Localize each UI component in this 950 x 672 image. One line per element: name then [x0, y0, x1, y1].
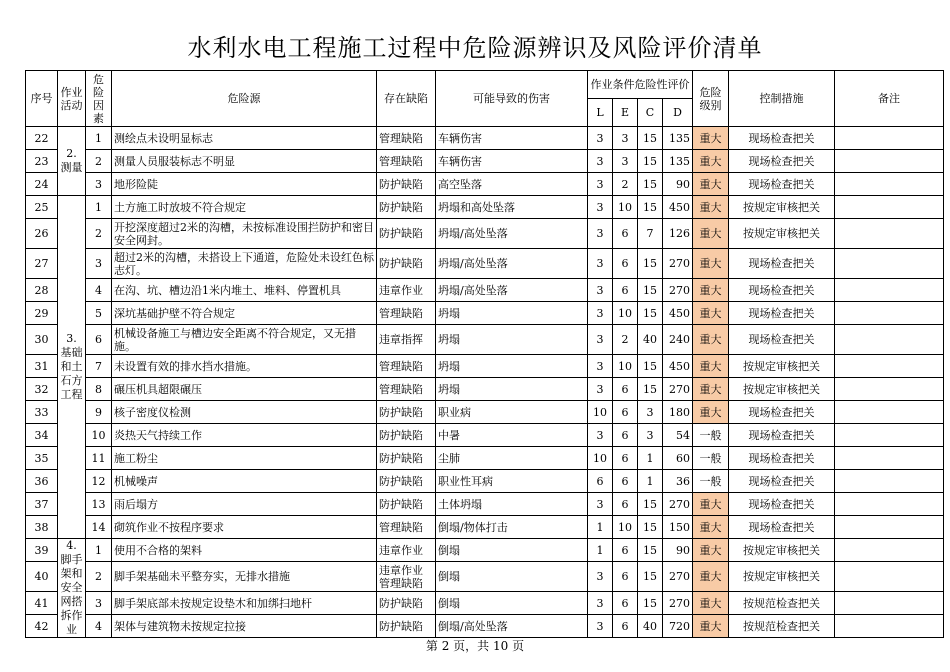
cell-harm: 尘肺: [436, 447, 588, 470]
cell-hazard: 雨后塌方: [112, 493, 377, 516]
cell-activity: 2. 测量: [58, 127, 86, 196]
cell-l: 6: [588, 470, 613, 493]
cell-d: 90: [663, 539, 693, 562]
cell-hazard: 碾压机具超限碾压: [112, 378, 377, 401]
cell-level: 重大: [693, 378, 729, 401]
cell-level: 重大: [693, 325, 729, 355]
cell-note: [835, 196, 944, 219]
cell-control: 现场检查把关: [729, 249, 835, 279]
cell-d: 60: [663, 447, 693, 470]
cell-seq: 40: [26, 562, 58, 592]
cell-seq: 29: [26, 302, 58, 325]
cell-seq: 24: [26, 173, 58, 196]
cell-factor: 9: [86, 401, 112, 424]
cell-note: [835, 615, 944, 638]
cell-e: 6: [613, 378, 638, 401]
cell-e: 10: [613, 196, 638, 219]
cell-control: 按规定审核把关: [729, 539, 835, 562]
cell-factor: 1: [86, 539, 112, 562]
cell-defect: 违章作业: [377, 279, 436, 302]
cell-control: 按规定审核把关: [729, 219, 835, 249]
cell-factor: 3: [86, 173, 112, 196]
cell-note: [835, 493, 944, 516]
cell-control: 现场检查把关: [729, 127, 835, 150]
cell-note: [835, 173, 944, 196]
cell-seq: 33: [26, 401, 58, 424]
cell-l: 10: [588, 401, 613, 424]
cell-hazard: 深坑基础护壁不符合规定: [112, 302, 377, 325]
header-e: E: [613, 99, 638, 127]
cell-l: 3: [588, 196, 613, 219]
table-row: [26, 279, 944, 302]
cell-c: 1: [638, 447, 663, 470]
cell-hazard: 超过2米的沟槽，未搭设上下通道，危险处未设红色标志灯。: [112, 249, 377, 279]
cell-factor: 2: [86, 150, 112, 173]
cell-factor: 6: [86, 325, 112, 355]
cell-c: 1: [638, 470, 663, 493]
table-row: [26, 325, 944, 355]
table-row: [26, 355, 944, 378]
cell-defect: 管理缺陷: [377, 150, 436, 173]
cell-seq: 34: [26, 424, 58, 447]
cell-control: 按规定审核把关: [729, 355, 835, 378]
cell-defect: 防护缺陷: [377, 173, 436, 196]
cell-e: 6: [613, 424, 638, 447]
cell-l: 1: [588, 539, 613, 562]
table-row: [26, 150, 944, 173]
header-activity: 作业活动: [58, 71, 86, 127]
table-row: [26, 127, 944, 150]
cell-seq: 32: [26, 378, 58, 401]
cell-c: 15: [638, 150, 663, 173]
cell-harm: 车辆伤害: [436, 127, 588, 150]
cell-note: [835, 150, 944, 173]
cell-activity: 4. 脚手 架和 安全 网搭 拆作 业: [58, 539, 86, 638]
cell-level: 重大: [693, 196, 729, 219]
cell-e: 6: [613, 219, 638, 249]
cell-d: 270: [663, 279, 693, 302]
cell-note: [835, 470, 944, 493]
table-row: [26, 562, 944, 592]
cell-e: 10: [613, 516, 638, 539]
cell-seq: 25: [26, 196, 58, 219]
cell-defect: 防护缺陷: [377, 615, 436, 638]
cell-e: 6: [613, 615, 638, 638]
cell-control: 按规定审核把关: [729, 378, 835, 401]
cell-hazard: 炎热天气持续工作: [112, 424, 377, 447]
table-row: [26, 516, 944, 539]
cell-control: 现场检查把关: [729, 279, 835, 302]
cell-defect: 违章作业 管理缺陷: [377, 562, 436, 592]
cell-factor: 4: [86, 615, 112, 638]
cell-level: 一般: [693, 447, 729, 470]
table-row: [26, 592, 944, 615]
cell-harm: 坍塌/高处坠落: [436, 219, 588, 249]
cell-factor: 1: [86, 196, 112, 219]
cell-control: 按规定审核把关: [729, 196, 835, 219]
cell-control: 现场检查把关: [729, 516, 835, 539]
cell-level: 重大: [693, 355, 729, 378]
cell-hazard: 使用不合格的架料: [112, 539, 377, 562]
cell-hazard: 在沟、坑、槽边沿1米内堆土、堆料、停置机具: [112, 279, 377, 302]
header-factor: 危险因素: [86, 71, 112, 127]
cell-activity: 3. 基础 和土 石方 工程: [58, 196, 86, 539]
header-defect: 存在缺陷: [377, 71, 436, 127]
header-hazard: 危险源: [112, 71, 377, 127]
header-note: 备注: [835, 71, 944, 127]
cell-c: 15: [638, 562, 663, 592]
cell-hazard: 机械设备施工与槽边安全距离不符合规定，又无措施。: [112, 325, 377, 355]
cell-harm: 高空坠落: [436, 173, 588, 196]
cell-l: 3: [588, 424, 613, 447]
cell-hazard: 未设置有效的排水挡水措施。: [112, 355, 377, 378]
cell-note: [835, 562, 944, 592]
cell-control: 现场检查把关: [729, 447, 835, 470]
cell-note: [835, 249, 944, 279]
cell-defect: 管理缺陷: [377, 378, 436, 401]
cell-hazard: 核子密度仪检测: [112, 401, 377, 424]
cell-seq: 23: [26, 150, 58, 173]
cell-c: 40: [638, 615, 663, 638]
hazard-table: [25, 70, 944, 638]
cell-note: [835, 127, 944, 150]
cell-l: 3: [588, 355, 613, 378]
cell-factor: 1: [86, 127, 112, 150]
cell-l: 3: [588, 173, 613, 196]
cell-c: 15: [638, 127, 663, 150]
cell-harm: 坍塌: [436, 302, 588, 325]
page-footer: 第 2 页，共 10 页: [425, 639, 525, 653]
cell-defect: 防护缺陷: [377, 470, 436, 493]
cell-l: 1: [588, 516, 613, 539]
cell-c: 15: [638, 592, 663, 615]
table-row: [26, 493, 944, 516]
cell-l: 3: [588, 279, 613, 302]
cell-c: 15: [638, 355, 663, 378]
header-control: 控制措施: [729, 71, 835, 127]
cell-harm: 车辆伤害: [436, 150, 588, 173]
cell-l: 3: [588, 493, 613, 516]
cell-harm: 职业病: [436, 401, 588, 424]
cell-level: 重大: [693, 249, 729, 279]
cell-l: 3: [588, 562, 613, 592]
table-row: [26, 401, 944, 424]
header-harm: 可能导致的伤害: [436, 71, 588, 127]
cell-l: 3: [588, 592, 613, 615]
header-seq: 序号: [26, 71, 58, 127]
cell-defect: 防护缺陷: [377, 249, 436, 279]
cell-factor: 8: [86, 378, 112, 401]
table-row: [26, 196, 944, 219]
cell-level: 重大: [693, 401, 729, 424]
cell-d: 150: [663, 516, 693, 539]
cell-d: 90: [663, 173, 693, 196]
cell-level: 重大: [693, 219, 729, 249]
cell-note: [835, 592, 944, 615]
cell-seq: 39: [26, 539, 58, 562]
cell-e: 3: [613, 150, 638, 173]
cell-defect: 管理缺陷: [377, 516, 436, 539]
header-eval-group: 作业条件危险性评价: [588, 71, 693, 99]
cell-level: 重大: [693, 150, 729, 173]
cell-harm: 倒塌: [436, 562, 588, 592]
cell-note: [835, 279, 944, 302]
cell-defect: 防护缺陷: [377, 219, 436, 249]
cell-d: 180: [663, 401, 693, 424]
cell-l: 3: [588, 127, 613, 150]
table-row: [26, 302, 944, 325]
cell-defect: 违章作业: [377, 539, 436, 562]
cell-seq: 41: [26, 592, 58, 615]
table-row: [26, 447, 944, 470]
cell-factor: 2: [86, 562, 112, 592]
cell-level: 重大: [693, 516, 729, 539]
cell-control: 现场检查把关: [729, 150, 835, 173]
cell-l: 3: [588, 150, 613, 173]
cell-defect: 防护缺陷: [377, 424, 436, 447]
cell-e: 6: [613, 470, 638, 493]
cell-harm: 中暑: [436, 424, 588, 447]
cell-factor: 5: [86, 302, 112, 325]
cell-e: 2: [613, 173, 638, 196]
cell-level: 重大: [693, 127, 729, 150]
cell-factor: 3: [86, 249, 112, 279]
cell-seq: 27: [26, 249, 58, 279]
header-level: 危险级别: [693, 71, 729, 127]
table-row: [26, 173, 944, 196]
cell-level: 重大: [693, 562, 729, 592]
table-row: [26, 424, 944, 447]
cell-seq: 28: [26, 279, 58, 302]
cell-level: 重大: [693, 539, 729, 562]
cell-l: 10: [588, 447, 613, 470]
cell-d: 450: [663, 302, 693, 325]
table-row: [26, 470, 944, 493]
cell-level: 重大: [693, 615, 729, 638]
cell-control: 按规定审核把关: [729, 562, 835, 592]
cell-defect: 管理缺陷: [377, 302, 436, 325]
cell-factor: 7: [86, 355, 112, 378]
cell-d: 270: [663, 493, 693, 516]
cell-c: 15: [638, 302, 663, 325]
cell-c: 3: [638, 401, 663, 424]
cell-level: 一般: [693, 424, 729, 447]
cell-defect: 管理缺陷: [377, 127, 436, 150]
cell-d: 270: [663, 592, 693, 615]
cell-seq: 37: [26, 493, 58, 516]
cell-level: 一般: [693, 470, 729, 493]
cell-factor: 12: [86, 470, 112, 493]
cell-hazard: 测绘点未设明显标志: [112, 127, 377, 150]
cell-c: 15: [638, 378, 663, 401]
cell-c: 15: [638, 173, 663, 196]
table-row: [26, 378, 944, 401]
cell-d: 270: [663, 249, 693, 279]
cell-note: [835, 539, 944, 562]
cell-control: 现场检查把关: [729, 424, 835, 447]
cell-note: [835, 219, 944, 249]
cell-c: 3: [638, 424, 663, 447]
cell-control: 现场检查把关: [729, 173, 835, 196]
cell-e: 10: [613, 355, 638, 378]
cell-c: 15: [638, 539, 663, 562]
cell-note: [835, 516, 944, 539]
cell-harm: 坍塌: [436, 355, 588, 378]
cell-c: 15: [638, 516, 663, 539]
cell-seq: 36: [26, 470, 58, 493]
cell-factor: 3: [86, 592, 112, 615]
cell-harm: 坍塌: [436, 378, 588, 401]
cell-hazard: 脚手架基础未平整夯实，无排水措施: [112, 562, 377, 592]
cell-defect: 防护缺陷: [377, 196, 436, 219]
cell-e: 6: [613, 279, 638, 302]
cell-control: 现场检查把关: [729, 401, 835, 424]
cell-control: 按规范检查把关: [729, 615, 835, 638]
cell-d: 720: [663, 615, 693, 638]
cell-factor: 13: [86, 493, 112, 516]
cell-l: 3: [588, 615, 613, 638]
cell-defect: 防护缺陷: [377, 493, 436, 516]
cell-l: 3: [588, 219, 613, 249]
cell-harm: 倒塌/高处坠落: [436, 615, 588, 638]
cell-hazard: 测量人员服装标志不明显: [112, 150, 377, 173]
cell-e: 6: [613, 401, 638, 424]
cell-harm: 职业性耳病: [436, 470, 588, 493]
cell-defect: 防护缺陷: [377, 592, 436, 615]
cell-note: [835, 355, 944, 378]
cell-seq: 22: [26, 127, 58, 150]
cell-c: 15: [638, 493, 663, 516]
cell-hazard: 开挖深度超过2米的沟槽，未按标准设围拦防护和密目安全网封。: [112, 219, 377, 249]
cell-level: 重大: [693, 592, 729, 615]
cell-seq: 26: [26, 219, 58, 249]
cell-defect: 防护缺陷: [377, 447, 436, 470]
cell-e: 2: [613, 325, 638, 355]
cell-c: 7: [638, 219, 663, 249]
cell-seq: 42: [26, 615, 58, 638]
cell-control: 现场检查把关: [729, 470, 835, 493]
cell-factor: 4: [86, 279, 112, 302]
cell-control: 按规范检查把关: [729, 592, 835, 615]
cell-d: 36: [663, 470, 693, 493]
cell-c: 15: [638, 249, 663, 279]
cell-c: 15: [638, 279, 663, 302]
cell-harm: 倒塌: [436, 539, 588, 562]
cell-control: 现场检查把关: [729, 493, 835, 516]
cell-d: 126: [663, 219, 693, 249]
cell-note: [835, 325, 944, 355]
table-row: [26, 219, 944, 249]
table-row: [26, 249, 944, 279]
cell-e: 6: [613, 539, 638, 562]
cell-factor: 2: [86, 219, 112, 249]
cell-hazard: 土方施工时放坡不符合规定: [112, 196, 377, 219]
cell-seq: 35: [26, 447, 58, 470]
cell-hazard: 脚手架底部未按规定设垫木和加绑扫地杆: [112, 592, 377, 615]
cell-e: 3: [613, 127, 638, 150]
cell-seq: 30: [26, 325, 58, 355]
cell-e: 6: [613, 447, 638, 470]
cell-level: 重大: [693, 279, 729, 302]
cell-hazard: 施工粉尘: [112, 447, 377, 470]
table-row: [26, 615, 944, 638]
cell-l: 3: [588, 378, 613, 401]
cell-seq: 38: [26, 516, 58, 539]
cell-note: [835, 378, 944, 401]
cell-factor: 14: [86, 516, 112, 539]
cell-l: 3: [588, 249, 613, 279]
cell-note: [835, 302, 944, 325]
table-body: [26, 127, 944, 638]
cell-d: 240: [663, 325, 693, 355]
cell-level: 重大: [693, 173, 729, 196]
cell-e: 6: [613, 493, 638, 516]
cell-e: 10: [613, 302, 638, 325]
cell-hazard: 机械噪声: [112, 470, 377, 493]
cell-seq: 31: [26, 355, 58, 378]
cell-d: 54: [663, 424, 693, 447]
cell-note: [835, 424, 944, 447]
cell-harm: 坍塌和高处坠落: [436, 196, 588, 219]
cell-d: 450: [663, 196, 693, 219]
cell-defect: 防护缺陷: [377, 401, 436, 424]
cell-harm: 倒塌/物体打击: [436, 516, 588, 539]
cell-e: 6: [613, 562, 638, 592]
cell-note: [835, 447, 944, 470]
cell-c: 15: [638, 196, 663, 219]
cell-level: 重大: [693, 493, 729, 516]
cell-defect: 管理缺陷: [377, 355, 436, 378]
cell-control: 现场检查把关: [729, 302, 835, 325]
cell-hazard: 地形险陡: [112, 173, 377, 196]
cell-defect: 违章指挥: [377, 325, 436, 355]
cell-hazard: 架体与建筑物未按规定拉接: [112, 615, 377, 638]
cell-factor: 10: [86, 424, 112, 447]
header-d: D: [663, 99, 693, 127]
page-title: 水利水电工程施工过程中危险源辨识及风险评价清单: [187, 34, 763, 62]
cell-harm: 倒塌: [436, 592, 588, 615]
cell-harm: 坍塌/高处坠落: [436, 249, 588, 279]
cell-e: 6: [613, 249, 638, 279]
table-row: [26, 539, 944, 562]
cell-harm: 坍塌/高处坠落: [436, 279, 588, 302]
cell-l: 3: [588, 325, 613, 355]
cell-control: 现场检查把关: [729, 325, 835, 355]
header-c: C: [638, 99, 663, 127]
header-l: L: [588, 99, 613, 127]
cell-note: [835, 401, 944, 424]
cell-c: 40: [638, 325, 663, 355]
cell-d: 270: [663, 562, 693, 592]
cell-factor: 11: [86, 447, 112, 470]
cell-l: 3: [588, 302, 613, 325]
cell-harm: 土体坍塌: [436, 493, 588, 516]
cell-e: 6: [613, 592, 638, 615]
cell-d: 135: [663, 150, 693, 173]
cell-hazard: 砌筑作业不按程序要求: [112, 516, 377, 539]
cell-harm: 坍塌: [436, 325, 588, 355]
cell-d: 270: [663, 378, 693, 401]
cell-d: 135: [663, 127, 693, 150]
cell-level: 重大: [693, 302, 729, 325]
cell-d: 450: [663, 355, 693, 378]
